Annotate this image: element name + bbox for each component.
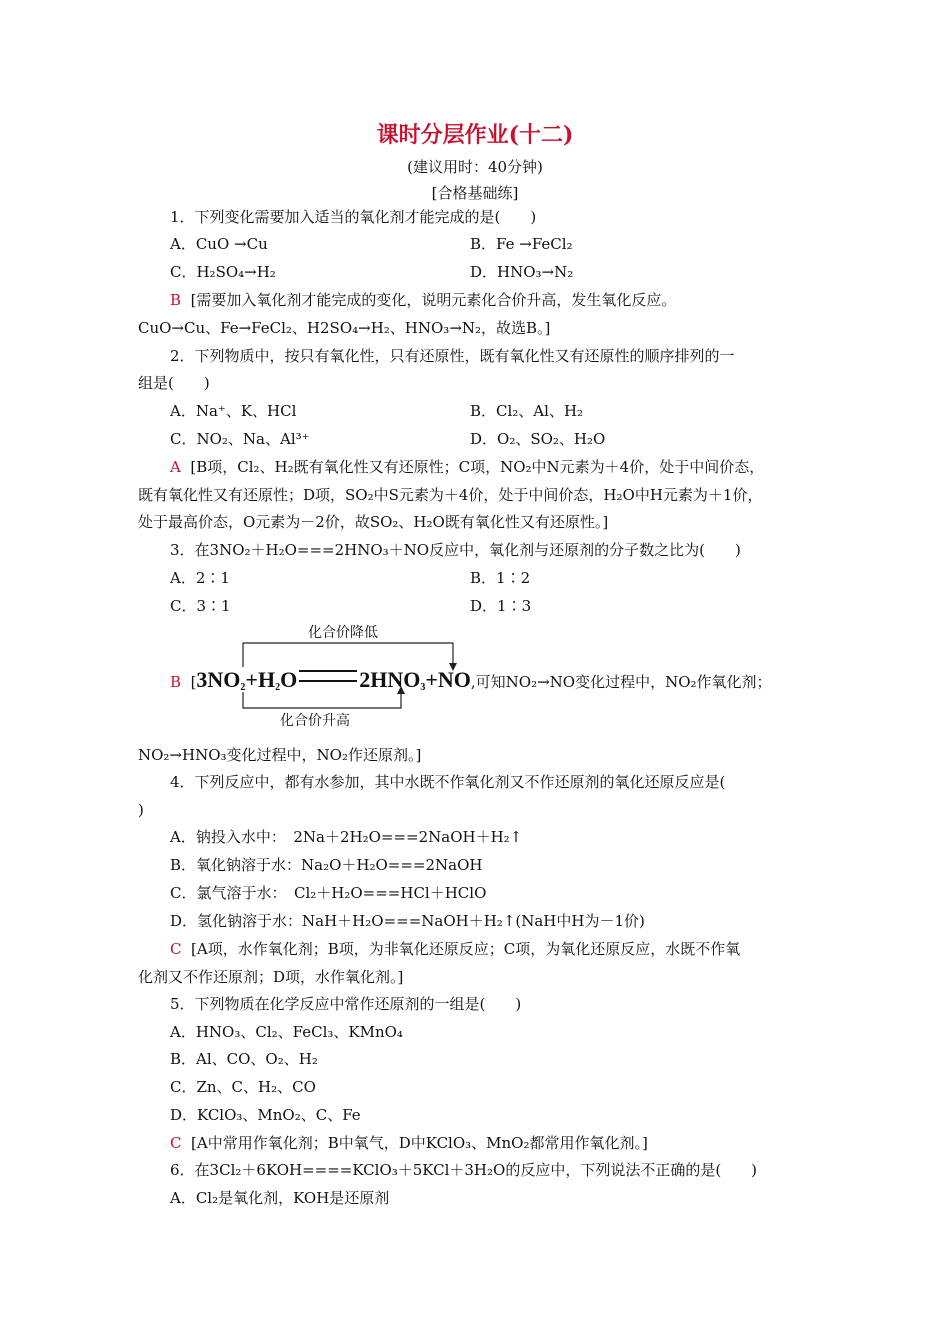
q1-explanation-line2: CuO→Cu、Fe→FeCl₂、H2SO₄→H₂、HNO₃→N₂，故选B。] [138, 319, 551, 337]
q3-option-a: A．2∶1 [170, 569, 230, 587]
q2-option-d: D．O₂、SO₂、H₂O [470, 430, 606, 448]
q2-stem-line2: 组是( ) [138, 374, 210, 392]
q2-option-c: C．NO₂、Na、Al³⁺ [170, 430, 310, 448]
q2-answer: A [170, 458, 181, 476]
q2-option-a: A．Na⁺、K、HCl [170, 402, 297, 420]
chemical-equation: $3NO_2+H_2O$ $2HNO_3+NO$ [196, 667, 471, 693]
q3-option-b: B．1∶2 [470, 569, 531, 587]
q1-option-d: D．HNO₃→N₂ [470, 263, 574, 281]
q5-answer: C [170, 1134, 182, 1152]
q2-explanation-line1: A [B项，Cl₂、H₂既有氧化性又有还原性；C项，NO₂中N元素为＋4价，处于中间价态， [170, 458, 765, 476]
q5-option-a: A．HNO₃、Cl₂、FeCl₃、KMnO₄ [170, 1023, 403, 1041]
q5-option-b: B．Al、CO、O₂、H₂ [170, 1050, 318, 1068]
time-hint: (建议用时：40分钟) [407, 158, 543, 176]
q2-stem-line1: 2．下列物质中，按只有氧化性，只有还原性，既有氧化性又有还原性的顺序排列的一 [170, 347, 735, 365]
q3-explanation-line2: NO₂→HNO₃变化过程中，NO₂作还原剂。] [138, 746, 422, 764]
q5-stem: 5．下列物质在化学反应中常作还原剂的一组是( ) [170, 995, 522, 1013]
q2-option-b: B．Cl₂、Al、H₂ [470, 402, 584, 420]
q4-explanation-line2: 化剂又不作还原剂；D项，水作氧化剂。] [138, 968, 404, 986]
q2-explanation-line2: 既有氧化性又有还原性；D项，SO₂中S元素为＋4价，处于中间价态，H₂O中H元素为＋1价， [138, 486, 763, 504]
q1-explanation-line1: B [需要加入氧化剂才能完成的变化，说明元素化合价升高，发生氧化反应。 [170, 291, 677, 309]
q4-answer: C [170, 940, 182, 958]
q4-option-d: D．氢化钠溶于水：NaH＋H₂O===NaOH＋H₂↑(NaH中H为－1价) [170, 912, 645, 930]
q2-explanation-line3: 处于最高价态，O元素为－2价，故SO₂、H₂O既有氧化性又有还原性。] [138, 513, 609, 531]
q3-stem: 3．在3NO₂＋H₂O===2HNO₃＋NO反应中，氧化剂与还原剂的分子数之比为( ) [170, 541, 741, 559]
q4-stem-line1: 4．下列反应中，都有水参加，其中水既不作氧化剂又不作还原剂的氧化还原反应是( [170, 773, 726, 791]
page-title: 课时分层作业(十二) [376, 122, 574, 148]
section-label: [合格基础练] [431, 184, 519, 202]
q4-option-c: C．氯气溶于水： Cl₂＋H₂O===HCl＋HClO [170, 884, 487, 902]
q3-answer: B [170, 673, 182, 691]
q5-option-d: D．KClO₃、MnO₂、C、Fe [170, 1106, 361, 1124]
q5-option-c: C．Zn、C、H₂、CO [170, 1078, 316, 1096]
q4-option-a: A．钠投入水中： 2Na＋2H₂O===2NaOH＋H₂↑ [170, 828, 523, 846]
q6-stem: 6．在3Cl₂＋6KOH====KClO₃＋5KCl＋3H₂O的反应中，下列说法不正确的是( ) [170, 1161, 758, 1179]
q3-option-d: D．1∶3 [470, 597, 532, 615]
q1-option-a: A．CuO →Cu [170, 235, 268, 253]
q1-answer: B [170, 291, 182, 309]
q1-option-b: B．Fe →FeCl₂ [470, 235, 573, 253]
q5-explanation: C [A中常用作氧化剂；B中氧气，D中KClO₃、MnO₂都常用作氧化剂。] [170, 1134, 648, 1152]
valence-decrease-label: 化合价降低 [308, 625, 378, 641]
q3-valence-diagram [0, 620, 950, 735]
q3-explanation-line1: B [$3NO_2+H_2O$ $2HNO_3+NO$,可知NO₂→NO变化过程中，NO₂作氧化剂； [170, 667, 772, 693]
q1-option-c: C．H₂SO₄→H₂ [170, 263, 276, 281]
q4-stem-line2: ) [138, 801, 144, 819]
valence-increase-label: 化合价升高 [280, 713, 350, 729]
q4-explanation-line1: C [A项，水作氧化剂；B项，为非氧化还原反应；C项，为氧化还原反应，水既不作氧 [170, 940, 741, 958]
q3-option-c: C．3∶1 [170, 597, 231, 615]
q6-option-a: A．Cl₂是氧化剂，KOH是还原剂 [170, 1189, 390, 1207]
q4-option-b: B．氧化钠溶于水：Na₂O＋H₂O===2NaOH [170, 856, 483, 874]
q1-stem: 1．下列变化需要加入适当的氧化剂才能完成的是( ) [170, 208, 537, 226]
